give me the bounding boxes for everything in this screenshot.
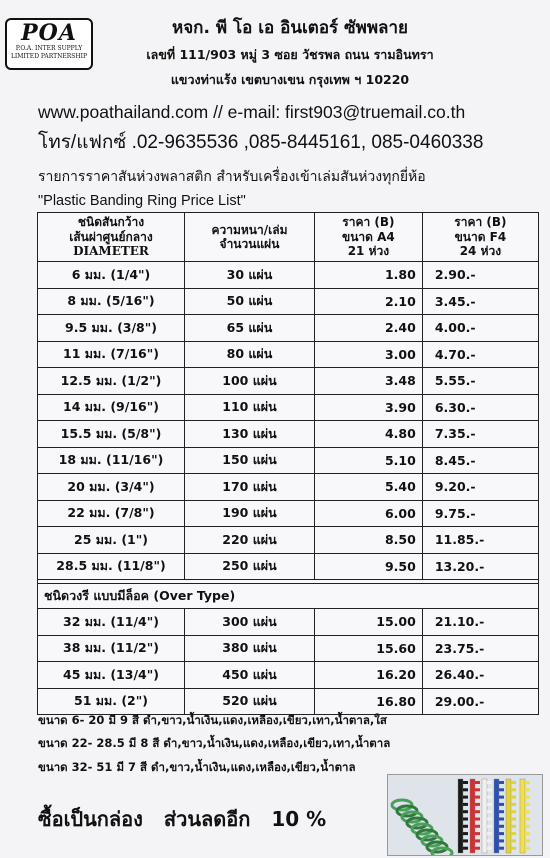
cell-price-a4: 5.10 xyxy=(314,447,422,474)
table-row xyxy=(38,474,539,501)
comb-tooth xyxy=(499,832,504,835)
cell-price-f4: 5.55.- xyxy=(422,368,538,395)
table-row xyxy=(38,288,539,315)
website-email: www.poathailand.com // e-mail: first903@truemail.co.th xyxy=(38,102,466,122)
comb-spine xyxy=(506,779,511,853)
cell-price-a4: 8.50 xyxy=(314,527,422,554)
promo-text: ซื้อเป็นกล่อง xyxy=(38,807,143,831)
comb-tooth xyxy=(475,825,480,828)
comb-tooth xyxy=(499,781,504,784)
cell-thickness: 250 แผ่น xyxy=(184,553,314,580)
cell-thickness: 30 แผ่น xyxy=(184,262,314,289)
cell-thickness: 300 แผ่น xyxy=(184,609,314,636)
comb-spine xyxy=(494,779,499,853)
comb-tooth xyxy=(463,810,468,813)
table-row xyxy=(38,394,539,421)
cell-diameter: 51 มม. (2") xyxy=(38,688,185,715)
cell-thickness: 380 แผ่น xyxy=(184,635,314,662)
cell-price-a4: 1.80 xyxy=(314,262,422,289)
comb-tooth xyxy=(463,796,468,799)
table-row xyxy=(38,662,539,689)
logo-line2: LIMITED PARTNERSHIP xyxy=(10,53,88,60)
comb-tooth xyxy=(499,839,504,842)
comb-tooth xyxy=(487,810,492,813)
table-row xyxy=(38,688,539,715)
comb-tooth xyxy=(475,781,480,784)
cell-price-f4: 29.00.- xyxy=(422,688,538,715)
cell-thickness: 520 แผ่น xyxy=(184,688,314,715)
comb-tooth xyxy=(511,832,516,835)
header-price-a4-line1: ราคา (B) xyxy=(342,215,395,230)
comb-spine xyxy=(482,779,487,853)
comb-tooth xyxy=(511,810,516,813)
comb-tooth xyxy=(475,810,480,813)
company-name: หจก. พี โอ เอ อินเตอร์ ซัพพลาย xyxy=(172,18,408,38)
cell-price-a4: 5.40 xyxy=(314,474,422,501)
comb-tooth xyxy=(463,839,468,842)
cell-price-f4: 4.00.- xyxy=(422,315,538,342)
cell-price-f4: 21.10.- xyxy=(422,609,538,636)
cell-diameter: 14 มม. (9/16") xyxy=(38,394,185,421)
comb-tooth xyxy=(511,796,516,799)
header-price-f4-line3: 24 ห่วง xyxy=(459,244,502,259)
color-note-2: ขนาด 22- 28.5 มี 8 สี ดำ,ขาว,น้ำเงิน,แดง,เหลือง,เขียว,เทา,น้ำตาล xyxy=(38,736,391,750)
cell-thickness: 170 แผ่น xyxy=(184,474,314,501)
cell-price-f4: 11.85.- xyxy=(422,527,538,554)
comb-tooth xyxy=(475,818,480,821)
comb-tooth xyxy=(499,788,504,791)
comb-tooth xyxy=(463,832,468,835)
comb-tooth xyxy=(525,810,530,813)
cell-thickness: 220 แผ่น xyxy=(184,527,314,554)
cell-diameter: 11 มม. (7/16") xyxy=(38,341,185,368)
cell-diameter: 18 มม. (11/16") xyxy=(38,447,185,474)
cell-thickness: 100 แผ่น xyxy=(184,368,314,395)
comb-tooth xyxy=(463,788,468,791)
cell-price-f4: 3.45.- xyxy=(422,288,538,315)
logo-brand: POA xyxy=(21,20,77,46)
company-logo xyxy=(5,18,93,70)
header-price-a4-line3: 21 ห่วง xyxy=(347,244,390,259)
comb-tooth xyxy=(487,832,492,835)
comb-tooth xyxy=(499,847,504,850)
box-discount-promo xyxy=(38,803,326,835)
color-note-1: ขนาด 6- 20 มี 9 สี ดำ,ขาว,น้ำเงิน,แดง,เหลือง,เขียว,เทา,น้ำตาล,ใส xyxy=(38,713,387,727)
comb-tooth xyxy=(499,803,504,806)
header-diameter xyxy=(38,213,185,262)
comb-tooth xyxy=(511,847,516,850)
comb-spine xyxy=(520,779,525,853)
address-line-1: เลขที่ 111/903 หมู่ 3 ซอย วัชรพล ถนน รามอินทรา xyxy=(146,47,434,62)
comb-tooth xyxy=(511,839,516,842)
comb-tooth xyxy=(487,847,492,850)
table-row xyxy=(38,341,539,368)
comb-tooth xyxy=(511,781,516,784)
cell-thickness: 450 แผ่น xyxy=(184,662,314,689)
cell-diameter: 9.5 มม. (3/8") xyxy=(38,315,185,342)
table-row xyxy=(38,421,539,448)
cell-thickness: 65 แผ่น xyxy=(184,315,314,342)
binding-combs-photo xyxy=(387,774,543,856)
comb-tooth xyxy=(487,781,492,784)
cell-price-a4: 15.60 xyxy=(314,635,422,662)
cell-price-f4: 26.40.- xyxy=(422,662,538,689)
cell-price-f4: 2.90.- xyxy=(422,262,538,289)
header-price-a4 xyxy=(314,213,422,262)
binding-combs-icon xyxy=(388,775,542,855)
cell-price-a4: 2.10 xyxy=(314,288,422,315)
cell-price-a4: 3.00 xyxy=(314,341,422,368)
comb-tooth xyxy=(525,781,530,784)
cell-price-f4: 4.70.- xyxy=(422,341,538,368)
table-row xyxy=(38,262,539,289)
cell-thickness: 130 แผ่น xyxy=(184,421,314,448)
table-row xyxy=(38,527,539,554)
comb-tooth xyxy=(511,788,516,791)
cell-price-f4: 6.30.- xyxy=(422,394,538,421)
cell-price-a4: 9.50 xyxy=(314,553,422,580)
table-row xyxy=(38,447,539,474)
header-diameter-line3: DIAMETER xyxy=(73,244,149,259)
header-thickness xyxy=(184,213,314,262)
comb-tooth xyxy=(525,825,530,828)
table-row xyxy=(38,553,539,580)
cell-price-a4: 3.48 xyxy=(314,368,422,395)
cell-thickness: 110 แผ่น xyxy=(184,394,314,421)
comb-tooth xyxy=(475,803,480,806)
header-diameter-line2: เส้นผ่าศูนย์กลาง xyxy=(69,229,153,244)
comb-tooth xyxy=(487,818,492,821)
comb-tooth xyxy=(525,847,530,850)
cell-price-f4: 8.45.- xyxy=(422,447,538,474)
cell-price-f4: 9.20.- xyxy=(422,474,538,501)
comb-tooth xyxy=(487,803,492,806)
price-list-title-en: "Plastic Banding Ring Price List" xyxy=(38,193,246,209)
cell-price-a4: 3.90 xyxy=(314,394,422,421)
comb-tooth xyxy=(475,839,480,842)
comb-tooth xyxy=(487,825,492,828)
promo-text-2: ส่วนลดอีก xyxy=(163,807,251,831)
cell-diameter: 20 มม. (3/4") xyxy=(38,474,185,501)
comb-tooth xyxy=(475,847,480,850)
comb-tooth xyxy=(463,847,468,850)
cell-diameter: 15.5 มม. (5/8") xyxy=(38,421,185,448)
comb-tooth xyxy=(525,803,530,806)
comb-tooth xyxy=(475,796,480,799)
table-row xyxy=(38,315,539,342)
comb-tooth xyxy=(511,818,516,821)
comb-tooth xyxy=(525,832,530,835)
comb-tooth xyxy=(499,796,504,799)
comb-tooth xyxy=(463,781,468,784)
cell-thickness: 80 แผ่น xyxy=(184,341,314,368)
header-price-f4 xyxy=(422,213,538,262)
cell-price-f4: 7.35.- xyxy=(422,421,538,448)
table-header-row xyxy=(38,213,539,262)
header-thickness-line1: ความหนา/เล่ม xyxy=(211,222,288,237)
cell-diameter: 8 มม. (5/16") xyxy=(38,288,185,315)
price-table xyxy=(37,212,539,715)
header-price-f4-line1: ราคา (B) xyxy=(454,215,507,230)
comb-tooth xyxy=(463,803,468,806)
comb-tooth xyxy=(525,796,530,799)
header-price-a4-line2: ขนาด A4 xyxy=(342,229,395,244)
table-row xyxy=(38,609,539,636)
cell-thickness: 190 แผ่น xyxy=(184,500,314,527)
promo-value: 10 % xyxy=(271,807,327,831)
comb-tooth xyxy=(487,788,492,791)
logo-line1: P.O.A. INTER SUPPLY xyxy=(15,45,83,52)
comb-tooth xyxy=(499,810,504,813)
cell-diameter: 6 มม. (1/4") xyxy=(38,262,185,289)
comb-tooth xyxy=(487,796,492,799)
header-thickness-line2: จำนวนแผ่น xyxy=(219,237,280,251)
cell-thickness: 50 แผ่น xyxy=(184,288,314,315)
comb-tooth xyxy=(525,839,530,842)
cell-price-f4: 13.20.- xyxy=(422,553,538,580)
comb-tooth xyxy=(475,832,480,835)
cell-price-a4: 2.40 xyxy=(314,315,422,342)
cell-diameter: 38 มม. (11/2") xyxy=(38,635,185,662)
comb-spine xyxy=(470,779,475,853)
comb-tooth xyxy=(511,803,516,806)
cell-diameter: 12.5 มม. (1/2") xyxy=(38,368,185,395)
cell-diameter: 25 มม. (1") xyxy=(38,527,185,554)
section-label: ชนิดวงรี แบบมีล็อค (Over Type) xyxy=(38,584,539,609)
cell-price-a4: 16.80 xyxy=(314,688,422,715)
cell-price-a4: 16.20 xyxy=(314,662,422,689)
comb-tooth xyxy=(525,788,530,791)
cell-price-a4: 15.00 xyxy=(314,609,422,636)
cell-diameter: 28.5 มม. (11/8") xyxy=(38,553,185,580)
section-row-over-type xyxy=(38,584,539,609)
comb-tooth xyxy=(475,788,480,791)
comb-tooth xyxy=(487,839,492,842)
comb-tooth xyxy=(499,825,504,828)
comb-tooth xyxy=(525,818,530,821)
phone-fax: โทร/แฟกซ์ .02-9635536 ,085-8445161, 085-0460338 xyxy=(38,132,484,153)
comb-tooth xyxy=(511,825,516,828)
cell-price-f4: 9.75.- xyxy=(422,500,538,527)
color-note-3: ขนาด 32- 51 มี 7 สี ดำ,ขาว,น้ำเงิน,แดง,เหลือง,เขียว,น้ำตาล xyxy=(38,760,356,774)
header-price-f4-line2: ขนาด F4 xyxy=(454,229,507,244)
cell-price-f4: 23.75.- xyxy=(422,635,538,662)
cell-diameter: 32 มม. (11/4") xyxy=(38,609,185,636)
cell-diameter: 45 มม. (13/4") xyxy=(38,662,185,689)
address-line-2: แขวงท่าแร้ง เขตบางเขน กรุงเทพ ฯ 10220 xyxy=(170,72,410,87)
cell-diameter: 22 มม. (7/8") xyxy=(38,500,185,527)
cell-price-a4: 6.00 xyxy=(314,500,422,527)
table-row xyxy=(38,500,539,527)
table-row xyxy=(38,635,539,662)
cell-price-a4: 4.80 xyxy=(314,421,422,448)
table-row xyxy=(38,368,539,395)
cell-thickness: 150 แผ่น xyxy=(184,447,314,474)
comb-spine xyxy=(458,779,463,853)
header-diameter-line1: ชนิดสันกว้าง xyxy=(77,215,145,230)
price-list-title-th: รายการราคาสันห่วงพลาสติก สำหรับเครื่องเข้าเล่มสันห่วงทุกยี่ห้อ xyxy=(38,169,426,185)
comb-tooth xyxy=(499,818,504,821)
comb-tooth xyxy=(463,825,468,828)
comb-tooth xyxy=(463,818,468,821)
